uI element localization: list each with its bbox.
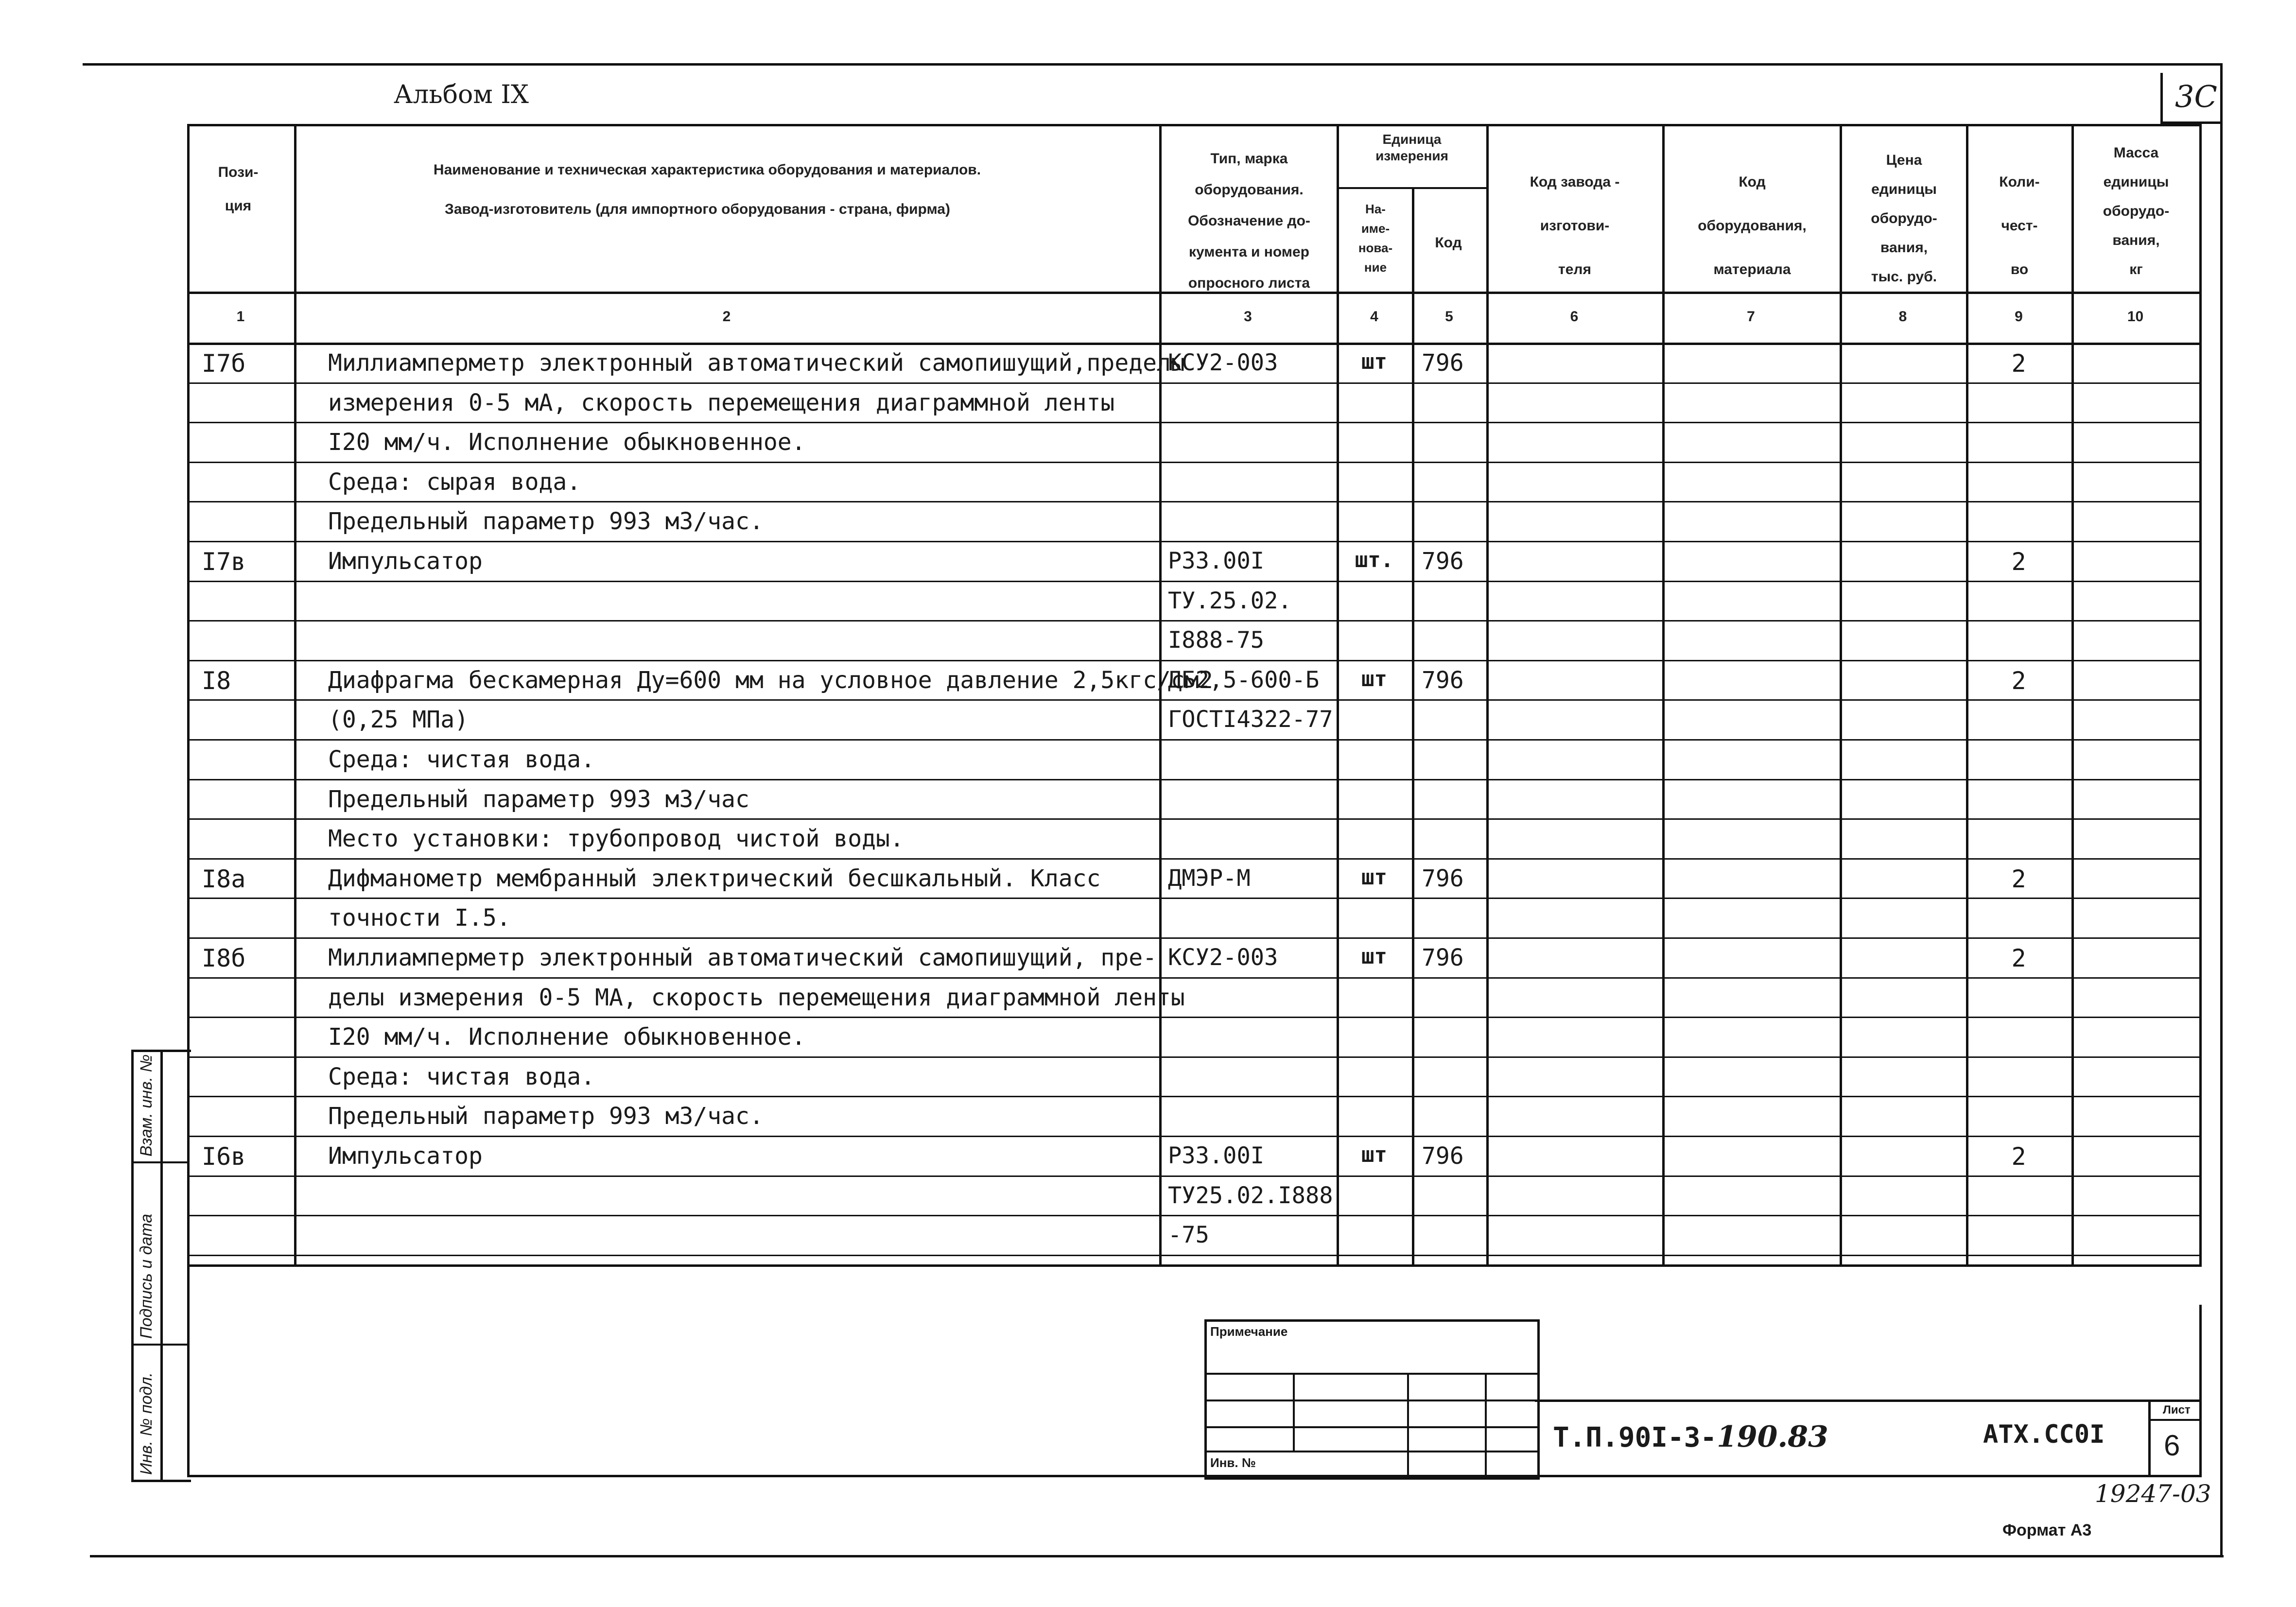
- row-type: ГОСТI4322-77: [1168, 706, 1333, 733]
- row-name: Место установки: трубопровод чистой воды.: [328, 825, 904, 853]
- column-number: 4: [1370, 309, 1378, 325]
- column-rule: [1966, 124, 1968, 1267]
- row-unit: шт: [1361, 666, 1387, 691]
- row-rule: [187, 462, 2199, 463]
- row-unit-code: 796: [1422, 548, 1464, 575]
- row-name: Среда: сырая вода.: [328, 468, 581, 496]
- side-label-inv-original: Инв. № подл.: [137, 1372, 156, 1475]
- row-name: Среда: чистая вода.: [328, 746, 595, 773]
- row-rule: [187, 739, 2199, 741]
- row-rule: [187, 501, 2199, 502]
- row-quantity: 2: [2011, 1142, 2026, 1171]
- row-unit: шт: [1361, 944, 1387, 969]
- stamp-drawing-code: АТХ.СС0I: [1983, 1420, 2105, 1449]
- row-position: I8: [202, 666, 231, 695]
- format-label: Формат А3: [2002, 1521, 2092, 1539]
- column-number: 6: [1570, 309, 1579, 325]
- side-strip-divider: [160, 1050, 163, 1480]
- row-name: Предельный параметр 993 м3/час.: [328, 508, 764, 536]
- stamp-inv-label: Инв. №: [1210, 1455, 1256, 1470]
- row-position: I6в: [202, 1142, 246, 1171]
- row-rule: [187, 779, 2199, 780]
- column-rule: [2199, 124, 2202, 1267]
- unit-group-rule: [1337, 187, 1486, 189]
- row-name: точности I.5.: [328, 904, 511, 932]
- column-number: 10: [2127, 309, 2144, 325]
- row-name: I20 мм/ч. Исполнение обыкновенное.: [328, 1023, 806, 1051]
- header-quantity: Коли- чест- во: [1999, 174, 2040, 277]
- header-unit-code: Код: [1435, 235, 1462, 251]
- row-rule: [187, 1096, 2199, 1097]
- row-position: I7б: [202, 349, 246, 378]
- row-quantity: 2: [2011, 944, 2026, 972]
- frame-bottom: [90, 1555, 2224, 1557]
- side-label-signature-date: Подпись и дата: [137, 1213, 156, 1339]
- row-rule: [187, 977, 2199, 979]
- header-unit-name: На- имe- нова- ние: [1358, 202, 1393, 275]
- row-rule: [187, 898, 2199, 899]
- stamp-notes-label: Примечание: [1210, 1324, 1288, 1339]
- row-rule: [187, 1255, 2199, 1256]
- row-type: I888-75: [1168, 627, 1265, 654]
- corner-sheet-number: 3С: [2175, 79, 2217, 114]
- row-rule: [187, 1215, 2199, 1216]
- row-name: Дифманометр мембранный электрический бесшкальный. Класс: [328, 864, 1101, 892]
- row-type: -75: [1168, 1222, 1209, 1249]
- frame-right: [2220, 63, 2223, 1557]
- row-type: ТУ.25.02.: [1168, 587, 1292, 614]
- row-unit-code: 796: [1422, 1142, 1464, 1170]
- table-bottom-rule: [187, 1264, 2199, 1267]
- row-name: Предельный параметр 993 м3/час: [328, 785, 749, 813]
- row-name: (0,25 МПа): [328, 706, 469, 734]
- stamp-sheet-sep: [2148, 1419, 2201, 1421]
- stamp-notes-v2: [1407, 1373, 1409, 1475]
- row-name: I20 мм/ч. Исполнение обыкновенное.: [328, 429, 806, 456]
- row-type: ТУ25.02.I888: [1168, 1182, 1333, 1209]
- row-rule: [187, 858, 2199, 860]
- row-unit: шт.: [1355, 548, 1394, 572]
- header-type: Тип, марка оборудования. Обозначение до- кумента и номер опросного листа: [1188, 151, 1310, 291]
- stamp-doc-code-handwritten: 190.83: [1717, 1420, 1828, 1454]
- row-rule: [187, 818, 2199, 820]
- row-rule: [187, 422, 2199, 423]
- stamp-title-top: [1535, 1400, 2201, 1402]
- column-number: 2: [722, 309, 731, 325]
- row-position: I7в: [202, 548, 246, 576]
- side-strip-sep-1: [131, 1161, 190, 1163]
- row-name: Предельный параметр 993 м3/час.: [328, 1103, 764, 1130]
- header-factory-code: Код завода - изготови- теля: [1530, 174, 1620, 277]
- row-rule: [187, 382, 2199, 384]
- column-number: 3: [1244, 309, 1252, 325]
- header-mass: Масса единицы оборудо- вания, кг: [2103, 145, 2170, 277]
- row-quantity: 2: [2011, 864, 2026, 893]
- stamp-sheet-number: 6: [2164, 1429, 2180, 1462]
- row-unit-code: 796: [1422, 666, 1464, 694]
- row-rule: [187, 1175, 2199, 1177]
- row-unit-code: 796: [1422, 944, 1464, 971]
- column-number: 9: [2015, 309, 2023, 325]
- row-rule: [187, 1136, 2199, 1137]
- header-name: Наименование и техническая характеристика оборудования и материалов. Завод-изготовитель (для импортного оборудования - страна, фирма): [433, 162, 981, 217]
- row-name: Импульсатор: [328, 548, 483, 575]
- row-quantity: 2: [2011, 349, 2026, 378]
- column-number: 7: [1747, 309, 1755, 325]
- column-rule: [1337, 124, 1339, 1267]
- row-unit: шт: [1361, 349, 1387, 374]
- row-type: ДБ2,5-600-Б: [1168, 666, 1320, 693]
- row-rule: [187, 699, 2199, 701]
- row-type: Р33.00I: [1168, 1142, 1265, 1169]
- stamp-sheet-label: Лист: [2163, 1403, 2191, 1417]
- row-rule: [187, 660, 2199, 661]
- column-rule: [1486, 124, 1489, 1267]
- row-rule: [187, 1017, 2199, 1018]
- row-rule: [187, 581, 2199, 582]
- column-rule: [294, 124, 296, 1267]
- row-type: КСУ2-003: [1168, 349, 1278, 376]
- row-type: ДМЭР-М: [1168, 864, 1251, 892]
- header-unit-group: Единица измерения: [1375, 132, 1448, 163]
- row-type: КСУ2-003: [1168, 944, 1278, 971]
- row-rule: [187, 937, 2199, 939]
- stamp-doc-code: Т.П.90I-3-190.83: [1553, 1420, 1828, 1454]
- row-unit-code: 796: [1422, 864, 1464, 892]
- row-unit-code: 796: [1422, 349, 1464, 377]
- row-name: Миллиамперметр электронный автоматический самопишущий,пределы: [328, 349, 1185, 377]
- side-strip-sep-2: [131, 1344, 190, 1346]
- column-rule: [1662, 124, 1665, 1267]
- stamp-title-bottom: [187, 1475, 2202, 1477]
- column-rule: [2071, 124, 2074, 1267]
- frame-top: [83, 63, 2221, 66]
- column-number: 8: [1898, 309, 1907, 325]
- column-rule: [1840, 124, 1842, 1267]
- row-name: Миллиамперметр электронный автоматический самопишущий, пре-: [328, 944, 1157, 971]
- stamp-notes-h2: [1204, 1400, 1537, 1401]
- column-number: 1: [236, 309, 245, 325]
- side-label-replacement-inv: Взам. инв. №: [137, 1054, 156, 1157]
- header-equipment-code: Код оборудования, материала: [1698, 174, 1807, 277]
- row-unit: шт: [1361, 864, 1387, 890]
- stamp-notes-h1: [1204, 1373, 1537, 1375]
- stamp-notes-h4: [1204, 1451, 1537, 1452]
- row-rule: [187, 541, 2199, 542]
- stamp-notes-v1: [1293, 1373, 1295, 1451]
- row-rule: [187, 1056, 2199, 1058]
- row-rule: [187, 620, 2199, 622]
- row-name: Диафрагма бескамерная Ду=600 мм на условное давление 2,5кгс/см2: [328, 666, 1213, 694]
- row-quantity: 2: [2011, 666, 2026, 695]
- header-price: Цена единицы оборудо- вания, тыс. руб.: [1871, 152, 1937, 285]
- row-type: Р33.00I: [1168, 548, 1265, 574]
- stamp-notes-v3: [1485, 1373, 1487, 1475]
- numbers-bottom-rule: [187, 343, 2199, 345]
- row-name: делы измерения 0-5 МА, скорость перемещения диаграммной ленты: [328, 984, 1185, 1011]
- column-number: 5: [1445, 309, 1453, 325]
- row-quantity: 2: [2011, 548, 2026, 576]
- table-top-rule: [187, 124, 2199, 126]
- row-name: Импульсатор: [328, 1142, 483, 1170]
- row-name: измерения 0-5 мА, скорость перемещения диаграммной ленты: [328, 389, 1115, 416]
- row-position: I8б: [202, 944, 246, 972]
- handwritten-archive-number: 19247-03: [2095, 1480, 2211, 1508]
- row-unit: шт: [1361, 1142, 1387, 1167]
- stamp-notes-h3: [1204, 1426, 1537, 1428]
- header-position: Пози- ция: [218, 164, 259, 214]
- row-name: Среда: чистая вода.: [328, 1063, 595, 1090]
- column-rule: [1412, 187, 1414, 1267]
- row-position: I8а: [202, 864, 246, 893]
- album-title: Альбом IX: [394, 80, 529, 109]
